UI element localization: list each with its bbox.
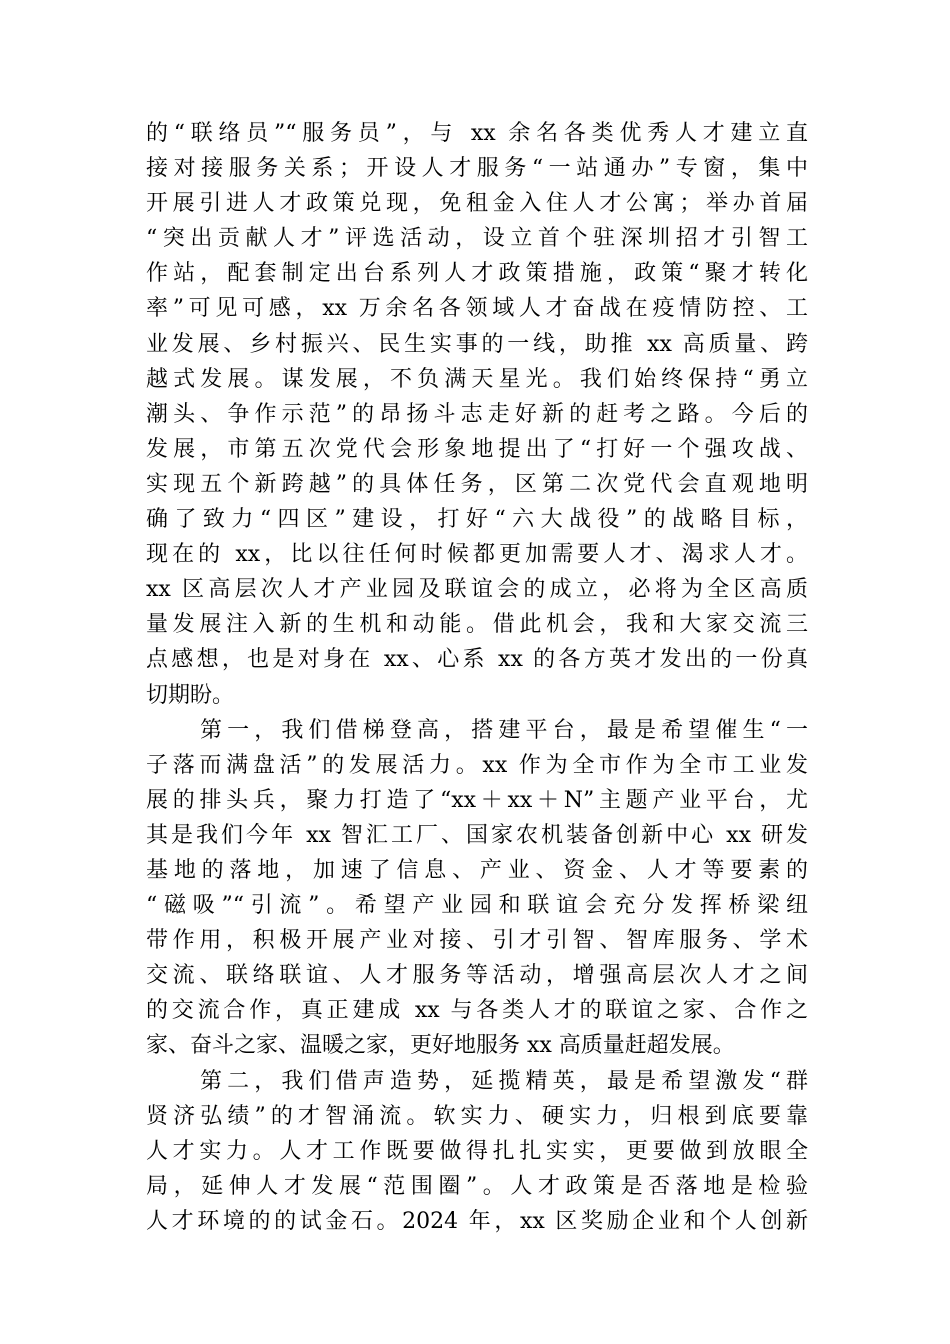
paragraph [146, 116, 808, 713]
text-line: 其是我们今年 xx 智汇工厂、国家农机装备创新中心 xx 研发 [146, 822, 808, 848]
text-line: 人才环境的的试金石。2024 年，xx 区奖励企业和个人创新 [146, 1208, 808, 1234]
text-line: 交流、联络联谊、人才服务等活动，增强高层次人才之间 [146, 963, 808, 989]
text-line: “磁吸”“引流”。希望产业园和联谊会充分发挥桥梁纽 [146, 893, 808, 919]
text-line: 带作用，积极开展产业对接、引才引智、智库服务、学术 [146, 928, 808, 954]
text-line: 人才实力。人才工作既要做得扎扎实实，更要做到放眼全 [146, 1138, 808, 1164]
text-line: 现在的 xx，比以往任何时候都更加需要人才、渴求人才。 [146, 542, 808, 568]
text-line: 业发展、乡村振兴、民生实事的一线，助推 xx 高质量、跨 [146, 331, 808, 357]
paragraph [146, 1064, 808, 1239]
text-line: 基地的落地，加速了信息、产业、资金、人才等要素的 [146, 857, 808, 883]
text-line: 第一，我们借梯登高，搭建平台，最是希望催生“一 [200, 717, 808, 743]
text-line: 的交流合作，真正建成 xx 与各类人才的联谊之家、合作之 [146, 998, 808, 1024]
text-line: 的“联络员”“服务员”，与 xx 余名各类优秀人才建立直 [146, 121, 808, 146]
text-line: 潮头、争作示范”的昂扬斗志走好新的赶考之路。今后的 [146, 401, 808, 427]
text-line: 率”可见可感，xx 万余名各领域人才奋战在疫情防控、工 [146, 296, 808, 322]
text-line: 开展引进人才政策兑现，免租金入住人才公寓；举办首届 [146, 191, 808, 217]
paragraph [146, 713, 808, 1064]
text-line: 点感想，也是对身在 xx、心系 xx 的各方英才发出的一份真 [146, 647, 808, 673]
text-line: 确了致力“四区”建设，打好“六大战役”的战略目标， [146, 507, 808, 533]
text-line: 接对接服务关系；开设人才服务“一站通办”专窗，集中 [146, 156, 808, 182]
text-line: 切期盼。 [146, 682, 235, 708]
text-line: 发展，市第五次党代会形象地提出了“打好一个强攻战、 [146, 436, 808, 462]
text-line: 家、奋斗之家、温暖之家，更好地服务 xx 高质量赶超发展。 [146, 1033, 735, 1059]
text-line: 量发展注入新的生机和动能。借此机会，我和大家交流三 [146, 612, 808, 638]
text-line: “突出贡献人才”评选活动，设立首个驻深圳招才引智工 [146, 226, 808, 252]
text-line: 展的排头兵，聚力打造了“xx＋xx＋N”主题产业平台，尤 [146, 787, 808, 813]
text-line: 贤济弘绩”的才智涌流。软实力、硬实力，归根到底要靠 [146, 1103, 808, 1129]
text-line: 作站，配套制定出台系列人才政策措施，政策“聚才转化 [146, 261, 808, 287]
text-line: 局，延伸人才发展“范围圈”。人才政策是否落地是检验 [146, 1173, 808, 1199]
document-body [146, 116, 808, 1239]
text-line: 越式发展。谋发展，不负满天星光。我们始终保持“勇立 [146, 366, 808, 392]
text-line: 第二，我们借声造势，延揽精英，最是希望激发“群 [200, 1068, 808, 1094]
text-line: 实现五个新跨越”的具体任务，区第二次党代会直观地明 [146, 471, 808, 497]
text-line: 子落而满盘活”的发展活力。xx 作为全市作为全市工业发 [146, 752, 808, 778]
text-line: xx 区高层次人才产业园及联谊会的成立，必将为全区高质 [146, 577, 808, 603]
